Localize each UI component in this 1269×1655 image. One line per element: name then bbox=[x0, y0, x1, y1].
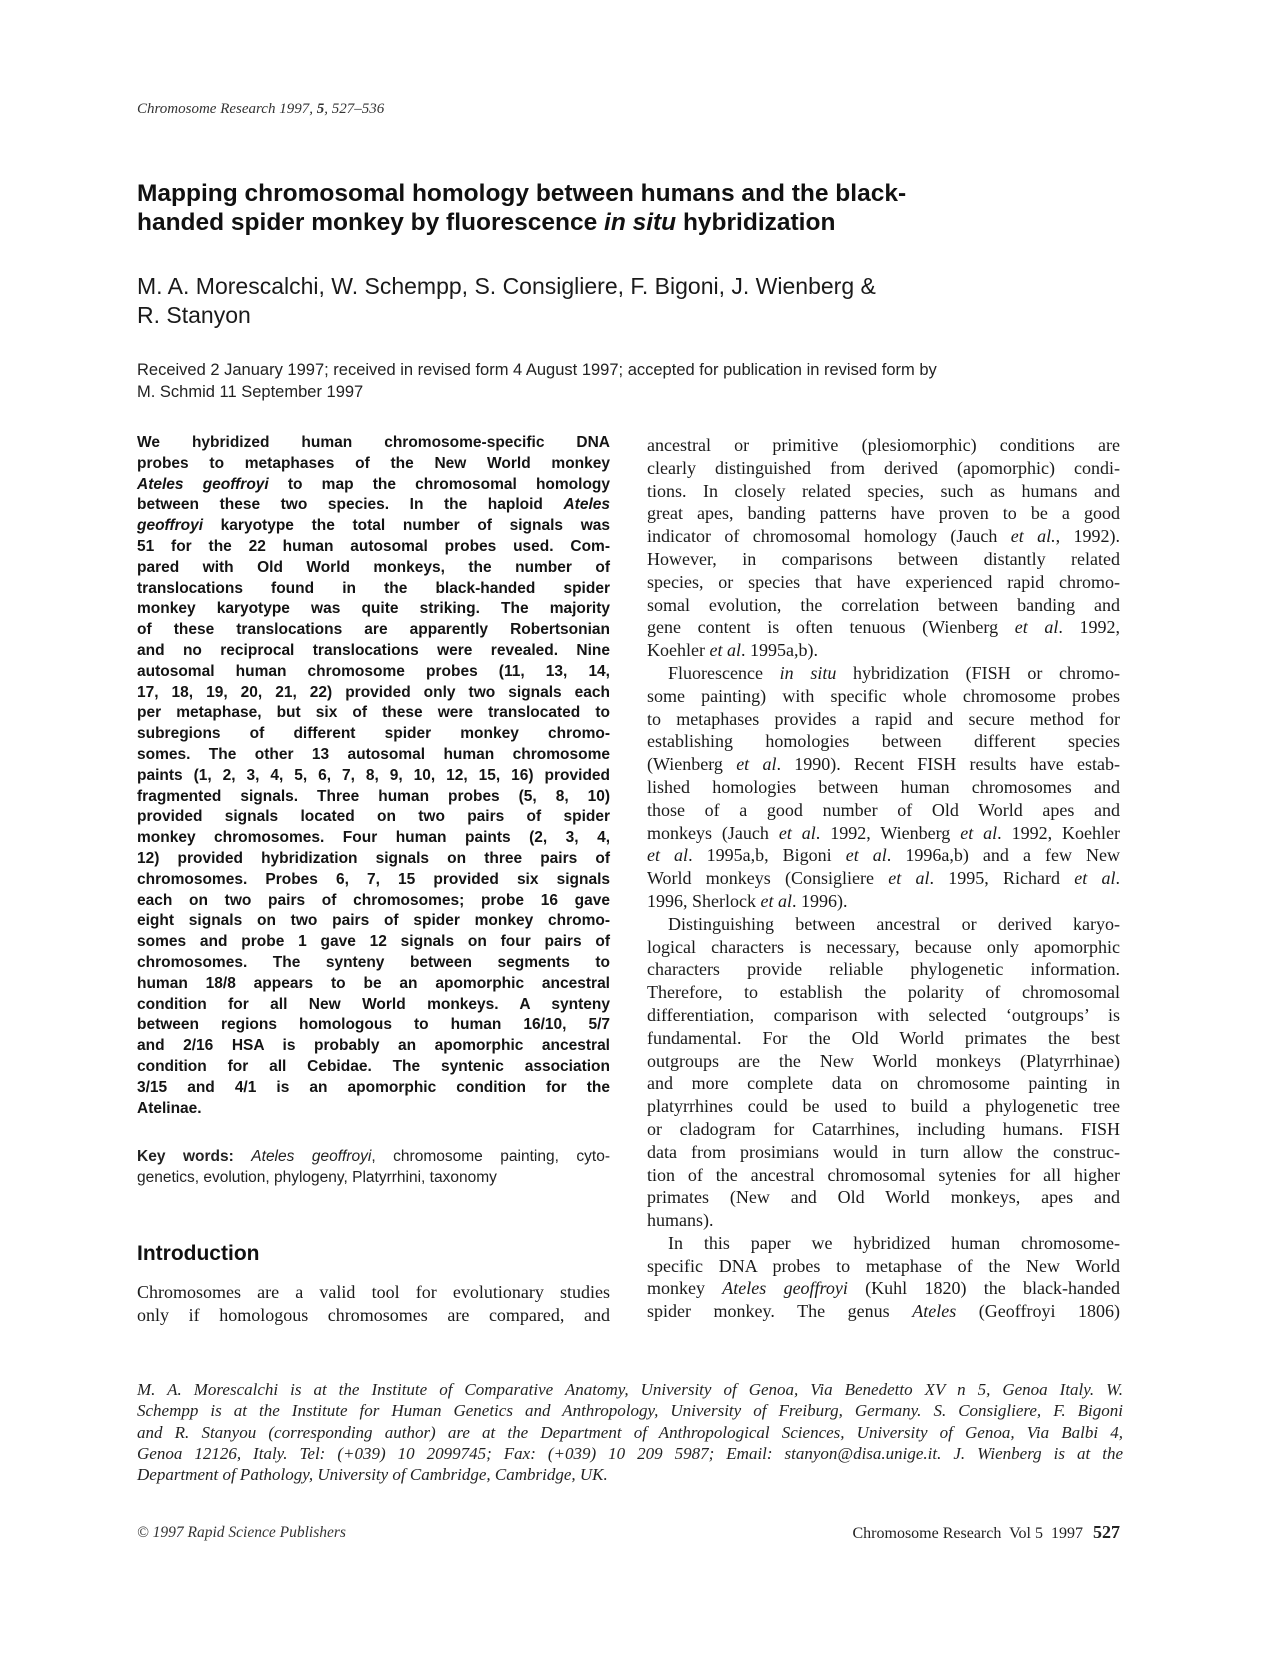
text-line bbox=[137, 974, 610, 995]
text-line bbox=[647, 844, 1120, 867]
text-run: ancestral or primitive (plesiomorphic) conditions are bbox=[647, 435, 1120, 455]
text-line bbox=[137, 641, 610, 662]
italic-text: Chromosome Research bbox=[137, 101, 276, 117]
text-run: characters provide reliable phylogenetic information. bbox=[647, 959, 1120, 980]
text-run: Schempp is at the Institute for Human Genetics and Anthropology, University of Freiburg, Germany. S. Consigliere, F. Bigoni bbox=[137, 1401, 1123, 1421]
italic-text: et al bbox=[709, 640, 741, 661]
keywords bbox=[137, 1147, 610, 1189]
text-run: monkey bbox=[647, 1278, 723, 1299]
text-run: lished homologies between human chromosomes and bbox=[647, 776, 1120, 797]
text-line bbox=[137, 953, 610, 974]
text-run: Department of Pathology, University of Cambridge, Cambridge, UK. bbox=[137, 1465, 608, 1485]
text-line bbox=[647, 502, 1120, 525]
text-run: establishing homologies between different species bbox=[647, 731, 1120, 752]
text-run: primates (New and Old World monkeys, apes and bbox=[647, 1187, 1120, 1208]
text-line bbox=[137, 1422, 1123, 1443]
text-run: condition for all New World monkeys. A synteny bbox=[137, 995, 610, 1013]
text-line bbox=[647, 1186, 1120, 1209]
italic-text: et al bbox=[960, 822, 998, 843]
text-run: 51 for the 22 human autosomal probes used. Com- bbox=[137, 537, 610, 555]
text-run: per metaphase, but six of these were translocated to bbox=[137, 704, 610, 722]
text-run: somes and probe 1 gave 12 signals on four pairs of bbox=[137, 933, 610, 951]
introduction-text-right bbox=[647, 434, 1120, 1323]
text-run: to metaphases provides a rapid and secure method for bbox=[647, 708, 1120, 729]
text-run: . 1995, Richard bbox=[929, 868, 1075, 889]
italic-text: et al bbox=[888, 868, 930, 889]
text-run: subregions of different spider monkey chromo- bbox=[137, 725, 610, 743]
text-line bbox=[137, 807, 610, 828]
italic-text: geoffroyi bbox=[137, 517, 204, 535]
text-run: great apes, banding patterns have proven to be a good bbox=[647, 503, 1120, 524]
text-run: tion of the ancestral chromosomal sytenies for all higher bbox=[647, 1164, 1120, 1185]
italic-text: et al bbox=[760, 890, 792, 911]
text-line bbox=[137, 1379, 1123, 1400]
text-line bbox=[137, 599, 610, 620]
text-run: species, or species that have experienced rapid chromo- bbox=[647, 571, 1120, 592]
text-line bbox=[647, 776, 1120, 799]
text-line bbox=[647, 1255, 1120, 1278]
text-line bbox=[647, 1004, 1120, 1027]
text-line bbox=[647, 480, 1120, 503]
text-run: some painting) with specific whole chromosome probes bbox=[647, 685, 1120, 706]
text-run: provided signals located on two pairs of spider bbox=[137, 808, 610, 826]
text-line bbox=[137, 662, 610, 683]
italic-text: Ateles bbox=[563, 496, 610, 514]
text-line bbox=[137, 1036, 610, 1057]
text-run: . 1996). bbox=[791, 890, 848, 911]
text-run: We hybridized human chromosome-specific DNA bbox=[137, 434, 610, 451]
text-line bbox=[647, 1277, 1120, 1300]
text-run: monkeys (Jauch bbox=[647, 822, 779, 843]
text-run: 3/15 and 4/1 is an apomorphic condition for the bbox=[137, 1078, 610, 1096]
abstract bbox=[137, 433, 610, 1119]
text-run bbox=[234, 1148, 252, 1165]
author-affiliations-footnote bbox=[137, 1379, 1123, 1485]
text-line bbox=[647, 639, 1120, 662]
text-run: . 1992, bbox=[1058, 617, 1121, 638]
text-run: and no reciprocal translocations were revealed. Nine bbox=[137, 641, 610, 659]
text-line bbox=[137, 1168, 610, 1189]
text-run: human 18/8 appears to be an apomorphic ancestral bbox=[137, 974, 610, 992]
copyright-notice: © 1997 Rapid Science Publishers bbox=[137, 1524, 346, 1541]
text-run: Koehler bbox=[647, 640, 710, 661]
text-run: Distinguishing between ancestral or derived karyo- bbox=[668, 913, 1120, 934]
text-line bbox=[137, 683, 610, 704]
received-dates bbox=[137, 359, 937, 403]
text-line bbox=[137, 891, 610, 912]
text-line bbox=[137, 1078, 610, 1099]
text-run: humans). bbox=[647, 1210, 714, 1231]
text-line bbox=[647, 708, 1120, 731]
text-line bbox=[137, 1099, 610, 1120]
text-run: chromosomes. Probes 6, 7, 15 provided six signals bbox=[137, 870, 610, 888]
text-line bbox=[137, 495, 610, 516]
text-line bbox=[137, 849, 610, 870]
text-line bbox=[137, 1057, 610, 1078]
article-title bbox=[137, 180, 906, 237]
text-run: Therefore, to establish the polarity of chromosomal bbox=[647, 982, 1120, 1003]
text-line bbox=[647, 1164, 1120, 1187]
text-run: M. A. Morescalchi is at the Institute of Comparative Anatomy, University of Genoa, Via Benedetto XV n 5, Genoa Italy. W. bbox=[137, 1380, 1123, 1399]
text-run: 17, 18, 19, 20, 21, 22) provided only two signals each bbox=[137, 683, 610, 701]
text-run: . bbox=[1115, 868, 1120, 889]
text-line bbox=[647, 1050, 1120, 1073]
text-line bbox=[137, 579, 610, 600]
text-run: eight signals on two pairs of spider monkey chromo- bbox=[137, 912, 610, 930]
italic-text: Ateles geoffroyi bbox=[722, 1278, 848, 1299]
bold-text: Key words: bbox=[137, 1148, 234, 1165]
running-head bbox=[137, 101, 384, 118]
text-line bbox=[647, 685, 1120, 708]
text-line bbox=[647, 822, 1120, 845]
text-line bbox=[137, 1015, 610, 1036]
text-line bbox=[137, 1464, 1123, 1485]
italic-text: et al bbox=[736, 754, 777, 775]
text-line bbox=[647, 1232, 1120, 1255]
text-run: each on two pairs of chromosomes; probe 16 gave bbox=[137, 891, 610, 909]
text-run: and 2/16 HSA is probably an apomorphic ancestral bbox=[137, 1037, 610, 1055]
text-line bbox=[137, 454, 610, 475]
italic-text: et al bbox=[647, 845, 689, 866]
text-run: only if homologous chromosomes are compared, and bbox=[137, 1304, 610, 1325]
text-line bbox=[647, 981, 1120, 1004]
text-run: Atelinae. bbox=[137, 1099, 202, 1117]
text-line bbox=[137, 703, 610, 724]
text-run: . 1992, Wienberg bbox=[815, 822, 961, 843]
text-run: . 1995a,b). bbox=[740, 640, 818, 661]
text-run: specific DNA probes to metaphase of the New World bbox=[647, 1255, 1120, 1276]
text-run: hybridization (FISH or chromo- bbox=[836, 662, 1120, 683]
italic-text: et al bbox=[1014, 617, 1059, 638]
text-line bbox=[647, 1209, 1120, 1232]
text-line bbox=[137, 995, 610, 1016]
text-line bbox=[137, 745, 610, 766]
text-line bbox=[647, 753, 1120, 776]
text-run: . 1992, Koehler bbox=[997, 822, 1120, 843]
text-run: autosomal human chromosome probes (11, 13, 14, bbox=[137, 662, 610, 680]
text-run: Received 2 January 1997; received in revised form 4 August 1997; accepted for publication in revised form by bbox=[137, 361, 937, 379]
text-run: World monkeys (Consigliere bbox=[647, 868, 889, 889]
text-line bbox=[647, 1141, 1120, 1164]
italic-text: in situ bbox=[779, 662, 837, 683]
text-run: of these translocations are apparently Robertsonian bbox=[137, 621, 610, 639]
text-line bbox=[137, 911, 610, 932]
text-line bbox=[137, 828, 610, 849]
italic-text: Ateles geoffroyi bbox=[251, 1148, 372, 1165]
text-line bbox=[137, 724, 610, 745]
italic-text: et al bbox=[845, 845, 887, 866]
text-run: Chromosomes are a valid tool for evolutionary studies bbox=[137, 1282, 610, 1302]
text-run: condition for all Cebidae. The syntenic association bbox=[137, 1057, 610, 1075]
text-line bbox=[647, 457, 1120, 480]
section-heading-introduction: Introduction bbox=[137, 1242, 260, 1265]
text-run: to map the chromosomal homology bbox=[268, 475, 610, 493]
text-line bbox=[647, 616, 1120, 639]
text-run: monkey karyotype was quite striking. The majority bbox=[137, 600, 610, 618]
text-run: In this paper we hybridized human chromosome- bbox=[668, 1232, 1120, 1253]
italic-text: et al. bbox=[1010, 526, 1056, 547]
text-run: genetics, evolution, phylogeny, Platyrrhini, taxonomy bbox=[137, 1168, 497, 1186]
text-run: monkey chromosomes. Four human paints (2, 3, 4, bbox=[137, 829, 610, 847]
text-line bbox=[137, 359, 937, 381]
text-line bbox=[137, 1304, 610, 1327]
text-run: M. A. Morescalchi, W. Schempp, S. Consigliere, F. Bigoni, J. Wienberg & bbox=[137, 273, 876, 299]
text-run: somes. The other 13 autosomal human chromosome bbox=[137, 745, 610, 763]
page-number: 527 bbox=[1093, 1522, 1120, 1542]
text-run: somal evolution, the correlation between banding and bbox=[647, 594, 1120, 615]
text-run: clearly distinguished from derived (apomorphic) condi- bbox=[647, 457, 1120, 478]
text-line bbox=[647, 799, 1120, 822]
text-run: 12) provided hybridization signals on three pairs of bbox=[137, 849, 610, 867]
text-run: between regions homologous to human 16/10, 5/7 bbox=[137, 1016, 610, 1034]
text-run: tions. In closely related species, such as humans and bbox=[647, 480, 1120, 501]
text-run: hybridization bbox=[676, 208, 836, 236]
text-line bbox=[137, 516, 610, 537]
text-run: probes to metaphases of the New World monkey bbox=[137, 454, 610, 472]
text-line bbox=[137, 381, 937, 403]
text-run: paints (1, 2, 3, 4, 5, 6, 7, 8, 9, 10, 12, 15, 16) provided bbox=[137, 766, 610, 784]
text-line bbox=[137, 1443, 1123, 1464]
text-run: chromosomes. The synteny between segments to bbox=[137, 953, 610, 971]
text-run: spider monkey. The genus bbox=[647, 1301, 913, 1322]
text-line bbox=[647, 730, 1120, 753]
text-run: indicator of chromosomal homology (Jauch bbox=[647, 526, 1011, 547]
text-line bbox=[647, 1300, 1120, 1323]
italic-text: et al bbox=[1074, 868, 1116, 889]
text-run: fragmented signals. Three human probes (5, 8, 10) bbox=[137, 787, 610, 805]
text-run: outgroups are the New World monkeys (Platyrrhinae) bbox=[647, 1050, 1120, 1071]
text-line bbox=[137, 301, 876, 330]
text-line bbox=[647, 571, 1120, 594]
text-line bbox=[647, 1027, 1120, 1050]
text-line bbox=[137, 1400, 1123, 1421]
italic-text: et al bbox=[778, 822, 816, 843]
text-run: (Kuhl 1820) the black-handed bbox=[847, 1278, 1120, 1299]
text-run: . 1990). Recent FISH results have estab- bbox=[776, 754, 1120, 775]
italic-text: Ateles geoffroyi bbox=[137, 475, 269, 493]
text-line bbox=[137, 537, 610, 558]
text-run: karyotype the total number of signals was bbox=[203, 517, 610, 535]
text-run: (Geoffroyi 1806) bbox=[956, 1301, 1121, 1322]
text-line bbox=[647, 1095, 1120, 1118]
text-line bbox=[647, 525, 1120, 548]
text-line bbox=[647, 548, 1120, 571]
text-run: translocations found in the black-handed spider bbox=[137, 579, 610, 597]
text-line bbox=[647, 867, 1120, 890]
text-run: those of a good number of Old World apes and bbox=[647, 799, 1120, 820]
italic-text: in situ bbox=[604, 208, 677, 236]
text-run: platyrrhines could be used to build a phylogenetic tree bbox=[647, 1096, 1120, 1117]
text-run: logical characters is necessary, because only apomorphic bbox=[647, 936, 1120, 957]
text-line bbox=[647, 936, 1120, 959]
text-line bbox=[647, 662, 1120, 685]
italic-text: Ateles bbox=[912, 1301, 957, 1322]
text-line bbox=[647, 913, 1120, 936]
text-line bbox=[137, 787, 610, 808]
footer-journal-info bbox=[853, 1522, 1121, 1543]
text-line bbox=[647, 1072, 1120, 1095]
text-run: . 1995a,b, Bigoni bbox=[688, 845, 846, 866]
text-line bbox=[647, 890, 1120, 913]
text-run: and more complete data on chromosome painting in bbox=[647, 1073, 1120, 1094]
text-run: 1997, bbox=[275, 101, 317, 117]
text-run: or cladogram for Catarrhines, including humans. FISH bbox=[647, 1118, 1120, 1139]
text-run: pared with Old World monkeys, the number of bbox=[137, 558, 610, 576]
text-line bbox=[137, 558, 610, 579]
text-run: 1996, Sherlock bbox=[647, 890, 761, 911]
text-run: data from prosimians would in turn allow the construc- bbox=[647, 1141, 1120, 1162]
text-run: Fluorescence bbox=[668, 662, 780, 683]
text-line bbox=[137, 766, 610, 787]
text-line bbox=[137, 1281, 610, 1304]
text-line bbox=[137, 1147, 610, 1168]
author-list bbox=[137, 272, 876, 330]
text-line bbox=[137, 870, 610, 891]
text-run: , 1992). bbox=[1055, 526, 1120, 547]
text-run: between these two species. In the haploid bbox=[137, 496, 564, 514]
introduction-text-left bbox=[137, 1281, 610, 1327]
text-run: gene content is often tenuous (Wienberg bbox=[647, 617, 1015, 638]
text-line bbox=[137, 932, 610, 953]
text-run: , 527–536 bbox=[324, 101, 385, 117]
text-run: differentiation, comparison with selected ‘outgroups’ is bbox=[647, 1004, 1120, 1025]
text-run: M. Schmid 11 September 1997 bbox=[137, 383, 364, 401]
text-run: Genoa 12126, Italy. Tel: (+039) 10 2099745; Fax: (+039) 10 209 5987; Email: stanyon@disa.unige.it. J. Wienberg is at the bbox=[137, 1443, 1123, 1463]
text-run: However, in comparisons between distantly related bbox=[647, 548, 1120, 569]
text-run: . 1996a,b) and a few New bbox=[886, 845, 1121, 866]
bold-text: 5 bbox=[316, 101, 325, 117]
text-run: fundamental. For the Old World primates the best bbox=[647, 1027, 1120, 1048]
text-run: Mapping chromosomal homology between humans and the black- bbox=[137, 180, 907, 207]
text-run: (Wienberg bbox=[647, 754, 737, 775]
text-line bbox=[137, 620, 610, 641]
text-run: and R. Stanyou (corresponding author) are at the Department of Anthropological Sciences, University of Genoa, Via Balbi 4, bbox=[137, 1422, 1123, 1442]
text-line bbox=[137, 475, 610, 496]
text-line bbox=[647, 434, 1120, 457]
text-line bbox=[137, 209, 906, 238]
text-run: , chromosome painting, cyto- bbox=[371, 1148, 610, 1165]
text-line bbox=[647, 594, 1120, 617]
journal-volume-year: Chromosome Research Vol 5 1997 bbox=[852, 1525, 1083, 1542]
text-line bbox=[647, 958, 1120, 981]
text-line bbox=[137, 272, 876, 301]
text-run: R. Stanyon bbox=[137, 302, 251, 328]
text-line bbox=[137, 180, 906, 209]
text-line bbox=[647, 1118, 1120, 1141]
text-line bbox=[137, 433, 610, 454]
text-run: handed spider monkey by fluorescence bbox=[137, 208, 605, 236]
